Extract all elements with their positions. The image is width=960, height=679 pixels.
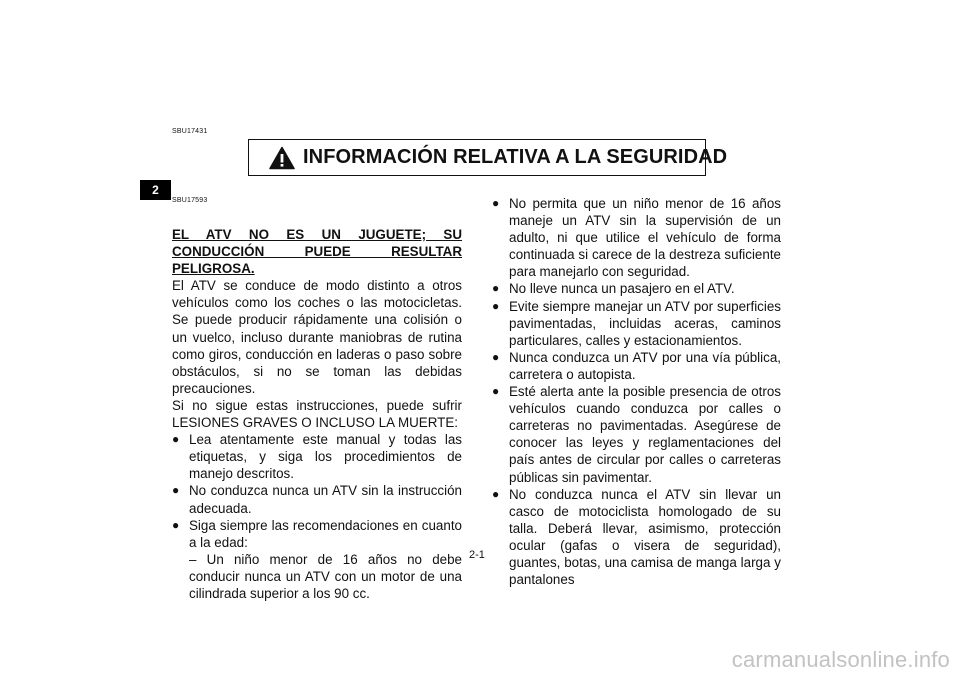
- list-item-text: Lea atentamente este manual y todas las etiquetas, y siga los procedimientos de manejo descritos.: [189, 432, 462, 482]
- bullet-icon: ●: [172, 432, 180, 447]
- list-item-text: Nunca conduzca un ATV por una vía pública, carretera o autopista.: [509, 349, 781, 382]
- list-item: [492, 383, 781, 486]
- page-title: INFORMACIÓN RELATIVA A LA SEGURIDAD: [303, 146, 728, 168]
- list-item: [492, 298, 781, 349]
- bullet-icon: ●: [172, 517, 180, 532]
- list-item: [492, 486, 781, 589]
- warning-icon: [269, 146, 295, 170]
- list-item: [172, 482, 462, 516]
- bullet-icon: ●: [492, 196, 500, 210]
- warning-paragraph: Si no sigue estas instrucciones, puede sufrir LESIONES GRAVES O INCLUSO LA MUERTE:: [172, 397, 462, 431]
- title-code: SBU17431: [172, 128, 208, 135]
- list-item: [172, 431, 462, 482]
- list-item-text: No conduzca nunca un ATV sin la instrucción adecuada.: [189, 483, 462, 516]
- list-item: [492, 280, 781, 297]
- chapter-tab: 2: [140, 180, 171, 200]
- section-title-box: [248, 139, 728, 176]
- watermark: carmanualsonline.info: [731, 647, 950, 672]
- list-item: [492, 349, 781, 383]
- list-item-text: Esté alerta ante la posible presencia de otros vehículos cuando conduzca por calles o carreteras no pavimentadas. Asegúrese de conocer las leyes y reglamentaciones del país antes de circular por calles o carreteras públicas sin pavimentar.: [509, 384, 781, 485]
- list-item: [172, 517, 462, 551]
- bullet-icon: ●: [492, 298, 500, 313]
- sub-list-item: – Un niño menor de 16 años no debe conducir nunca un ATV con un motor de una cilindrada superior a los 90 cc.: [189, 551, 462, 601]
- section-heading: EL ATV NO ES UN JUGUETE; SU CONDUCCIÓN PUEDE RESULTAR PELIGROSA.: [172, 227, 462, 277]
- list-item-text: No permita que un niño menor de 16 años maneje un ATV sin la supervisión de un adulto, ni que utilice el vehículo de forma continuada si carece de la destreza suficiente para manejarlo con seguridad.: [509, 196, 781, 280]
- list-item: [492, 195, 781, 280]
- bullet-icon: ●: [492, 384, 500, 399]
- bullet-icon: ●: [492, 281, 500, 296]
- page-number: 2-1: [469, 549, 485, 561]
- bullet-icon: ●: [172, 483, 180, 498]
- right-column: [492, 195, 781, 588]
- bullet-icon: ●: [492, 486, 500, 501]
- list-item-text: Siga siempre las recomendaciones en cuanto a la edad:: [189, 517, 462, 550]
- intro-paragraph: El ATV se conduce de modo distinto a otros vehículos como los coches o las motocicletas. Se puede producir rápidamente una colisión o un vuelco, incluso durante maniobras de rutina como giros, conducción en laderas o paso sobre obstáculos, si no se toman las debidas precauciones.: [172, 278, 462, 396]
- list-item-text: No lleve nunca un pasajero en el ATV.: [509, 281, 735, 297]
- left-column: [172, 226, 462, 602]
- bullet-icon: ●: [492, 349, 500, 364]
- list-item-text: No conduzca nunca el ATV sin llevar un casco de motociclista homologado de su talla. Deberá llevar, asimismo, protección ocular (gafas o visera de seguridad), guantes, botas, una camisa de manga larga y pantalones: [509, 486, 781, 588]
- list-item-text: Evite siempre manejar un ATV por superficies pavimentadas, incluidas aceras, caminos particulares, calles y estacionamientos.: [509, 298, 781, 348]
- section-code: SBU17593: [172, 197, 208, 204]
